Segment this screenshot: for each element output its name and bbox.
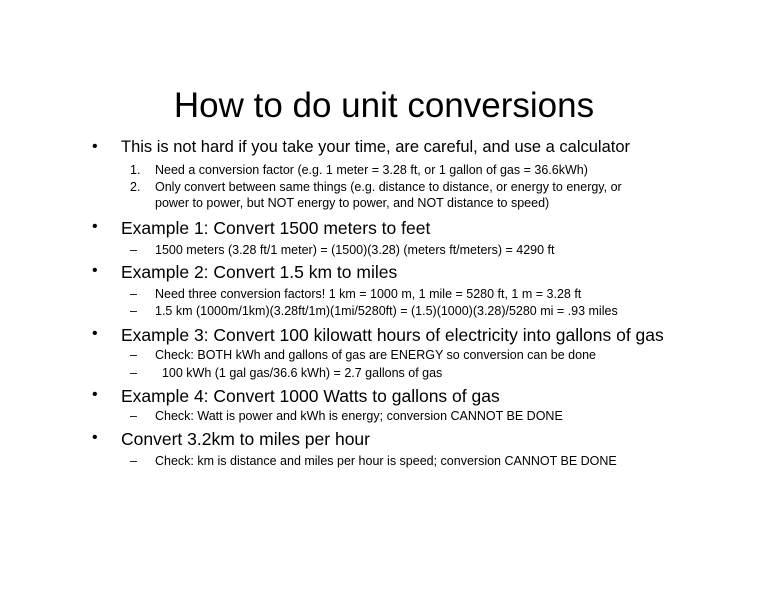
sub-item-text: 1500 meters (3.28 ft/1 meter) = (1500)(3.28) (meters ft/meters) = 4290 ft: [155, 243, 555, 257]
bullet-marker: •: [92, 218, 98, 235]
step-number: 2.: [130, 180, 141, 194]
sub-item-text: 1.5 km (1000m/1km)(3.28ft/1m)(1mi/5280ft) = (1.5)(1000)(3.28)/5280 mi = .93 miles: [155, 304, 618, 318]
dash-marker: –: [130, 454, 137, 468]
step-number: 1.: [130, 163, 141, 177]
sub-item-text: Check: Watt is power and kWh is energy; conversion CANNOT BE DONE: [155, 409, 563, 423]
dash-marker: –: [130, 287, 137, 301]
bullet-marker: •: [92, 138, 98, 155]
step-text: power to power, but NOT energy to power, and NOT distance to speed): [155, 196, 550, 210]
dash-marker: –: [130, 348, 137, 362]
sub-item-text: Check: BOTH kWh and gallons of gas are ENERGY so conversion can be done: [155, 348, 596, 362]
sub-item-text: Check: km is distance and miles per hour is speed; conversion CANNOT BE DONE: [155, 454, 617, 468]
example-heading: Example 4: Convert 1000 Watts to gallons of gas: [121, 386, 500, 406]
example-heading: Convert 3.2km to miles per hour: [121, 429, 370, 449]
dash-marker: –: [130, 304, 137, 318]
step-text: Need a conversion factor (e.g. 1 meter = 3.28 ft, or 1 gallon of gas = 36.6kWh): [155, 163, 588, 177]
example-heading: Example 2: Convert 1.5 km to miles: [121, 262, 398, 282]
bullet-marker: •: [92, 386, 98, 403]
bullet-marker: •: [92, 429, 98, 446]
dash-marker: –: [130, 409, 137, 423]
dash-marker: –: [130, 243, 137, 257]
example-heading: Example 3: Convert 100 kilowatt hours of electricity into gallons of gas: [121, 325, 664, 345]
bullet-text: This is not hard if you take your time, are careful, and use a calculator: [121, 138, 631, 156]
example-heading: Example 1: Convert 1500 meters to feet: [121, 218, 431, 238]
sub-item-text: Need three conversion factors! 1 km = 1000 m, 1 mile = 5280 ft, 1 m = 3.28 ft: [155, 287, 582, 301]
slide-title: How to do unit conversions: [173, 86, 595, 125]
step-text: Only convert between same things (e.g. distance to distance, or energy to energy, or: [155, 180, 622, 194]
bullet-marker: •: [92, 325, 98, 342]
dash-marker: –: [130, 366, 137, 380]
bullet-marker: •: [92, 262, 98, 279]
sub-item-text: 100 kWh (1 gal gas/36.6 kWh) = 2.7 gallons of gas: [155, 366, 443, 380]
